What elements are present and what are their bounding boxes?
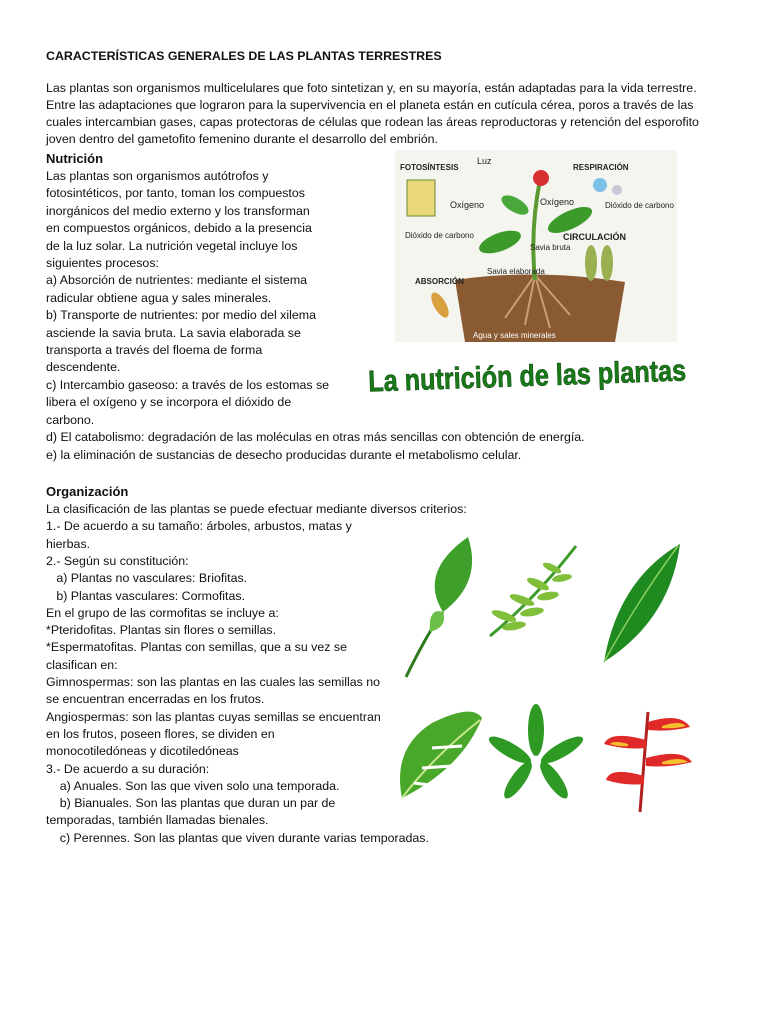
organizacion-line: *Espermatofitas. Plantas con semillas, que a su vez se bbox=[46, 640, 347, 655]
nutricion-line: radicular obtiene agua y sales minerales. bbox=[46, 290, 272, 305]
label-respiracion: RESPIRACIÓN bbox=[573, 163, 629, 172]
nutricion-line: Las plantas son organismos autótrofos y bbox=[46, 169, 269, 183]
organizacion-line: a) Plantas no vasculares: Briofitas. bbox=[46, 571, 248, 586]
label-circulacion: CIRCULACIÓN bbox=[563, 232, 626, 242]
label-fotosintesis: FOTOSÍNTESIS bbox=[400, 163, 459, 172]
plant-nutrition-diagram bbox=[395, 150, 677, 342]
organizacion-line: Gimnospermas: son las plantas en las cuales las semillas no bbox=[46, 675, 381, 689]
nutricion-line: inorgánicos del medio externo y los transforman bbox=[46, 203, 310, 218]
nutricion-line: b) Transporte de nutrientes: por medio del xilema bbox=[46, 308, 316, 323]
organizacion-line: temporadas, también llamadas bienales. bbox=[46, 813, 269, 828]
organizacion-line: La clasificación de las plantas se puede efectuar mediante diversos criterios: bbox=[46, 502, 467, 516]
label-dioxido: Dióxido de carbono bbox=[405, 231, 474, 240]
organizacion-line: en los frutos, poseen flores, se dividen en bbox=[46, 726, 275, 741]
organizacion-line: monocotiledóneas y dicotiledóneas bbox=[46, 744, 239, 759]
label-agua: Agua y sales minerales bbox=[473, 331, 556, 340]
nutricion-line: en compuestos orgánicos, debido a la presencia bbox=[46, 221, 312, 236]
nutricion-line: transporta a través del floema de forma bbox=[46, 343, 263, 357]
organizacion-line: b) Plantas vasculares: Cormofitas. bbox=[46, 588, 246, 603]
nutricion-line: a) Absorción de nutrientes: mediante el sistema bbox=[46, 273, 308, 288]
nutricion-line: fotosintéticos, por tanto, toman los compuestos bbox=[46, 186, 305, 201]
organizacion-line: Angiospermas: son las plantas cuyas semillas se encuentran bbox=[46, 709, 381, 724]
organizacion-line: 2.- Según su constitución: bbox=[46, 553, 189, 568]
organizacion-line: *Pteridofitas. Plantas sin flores o semillas. bbox=[46, 623, 277, 638]
nutricion-full-line: e) la eliminación de sustancias de desecho producidas durante el metabolismo celular. bbox=[46, 448, 522, 462]
nutricion-line: asciende la savia bruta. La savia elaborada se bbox=[46, 325, 301, 340]
organizacion-line: c) Perennes. Son las plantas que viven durante varias temporadas. bbox=[46, 830, 429, 845]
nutricion-line: descendente. bbox=[46, 360, 121, 375]
label-absorcion: ABSORCIÓN bbox=[415, 277, 464, 286]
organizacion-line: clasifican en: bbox=[46, 657, 118, 672]
label-luz: Luz bbox=[477, 156, 492, 166]
bubble-shape bbox=[593, 178, 607, 192]
intro-line: Entre las adaptaciones que lograron para la supervivencia en el planeta están en cutícula cérea, poros a través de las bbox=[46, 98, 694, 112]
organizacion-heading: Organización bbox=[46, 484, 129, 499]
nutricion-line: libera el oxígeno y se incorpora el dióxido de bbox=[46, 395, 292, 410]
wordart-text: La nutrición de las plantas bbox=[367, 352, 748, 399]
nutricion-line: carbono. bbox=[46, 412, 95, 427]
intro-line: Las plantas son organismos multicelulares que foto sintetizan y, en su mayoría, están adaptadas para la vida terrestre. bbox=[46, 81, 697, 95]
heliconia-illustration bbox=[600, 702, 696, 814]
palmate-leaf-illustration bbox=[486, 702, 588, 808]
document-title: CARACTERÍSTICAS GENERALES DE LAS PLANTAS TERRESTRES bbox=[46, 49, 442, 63]
intro-line: cuales intercambian gases, capas protectoras de células que rodean las áreas reproductoras y retención del esporofito bbox=[46, 115, 699, 129]
nutricion-line: de la luz solar. La nutrición vegetal incluye los bbox=[46, 238, 298, 253]
nutricion-full-line: d) El catabolismo: degradación de las moléculas en otras más sencillas con obtención de energía. bbox=[46, 430, 585, 444]
bubble-shape bbox=[612, 185, 622, 195]
label-oxigeno: Oxígeno bbox=[540, 197, 575, 207]
organizacion-line: 3.- De acuerdo a su duración: bbox=[46, 761, 210, 776]
leaf-illustration bbox=[598, 540, 684, 666]
leaf-illustration bbox=[398, 532, 480, 682]
vessel-shape bbox=[601, 245, 613, 281]
intro-line: joven dentro del gametofito femenino durante el desarrollo del embrión. bbox=[46, 132, 438, 146]
label-dioxido: Dióxido de carbono bbox=[605, 201, 674, 210]
label-savia-elaborada: Savia elaborada bbox=[487, 267, 545, 276]
organizacion-line: hierbas. bbox=[46, 536, 91, 551]
nutricion-line: c) Intercambio gaseoso: a través de los estomas se bbox=[46, 377, 330, 392]
nutricion-heading: Nutrición bbox=[46, 151, 104, 166]
organizacion-line: a) Anuales. Son las que viven solo una temporada. bbox=[46, 778, 340, 793]
nutricion-line: siguientes procesos: bbox=[46, 256, 159, 270]
wordart-title bbox=[362, 342, 748, 402]
label-savia-bruta: Savia bruta bbox=[530, 243, 571, 252]
chloroplast-shape bbox=[407, 180, 435, 216]
organizacion-line: se encuentran encerradas en los frutos. bbox=[46, 692, 265, 707]
fern-illustration bbox=[484, 540, 588, 644]
vessel-shape bbox=[585, 245, 597, 281]
flower-shape bbox=[533, 170, 549, 186]
monstera-illustration bbox=[392, 708, 486, 808]
organizacion-line: En el grupo de las cormofitas se incluye a: bbox=[46, 605, 279, 620]
organizacion-line: b) Bianuales. Son las plantas que duran un par de bbox=[46, 796, 336, 811]
organizacion-line: 1.- De acuerdo a su tamaño: árboles, arbustos, matas y bbox=[46, 519, 352, 534]
label-oxigeno: Oxígeno bbox=[450, 200, 485, 210]
